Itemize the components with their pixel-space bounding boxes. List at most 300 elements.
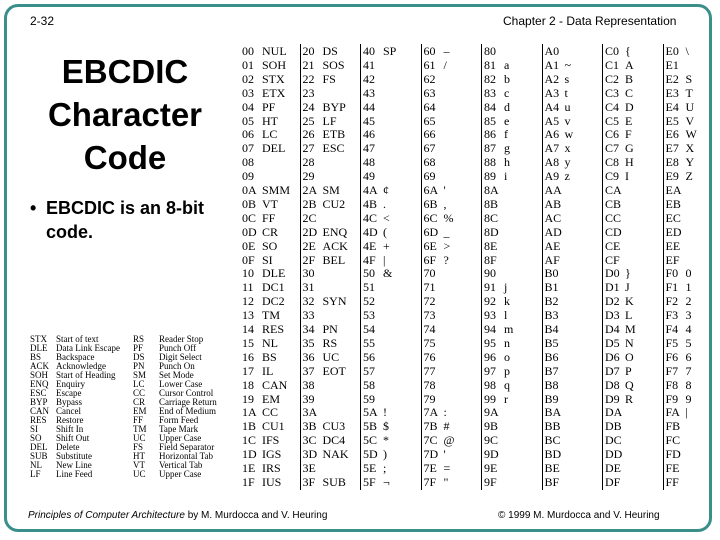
character: c: [504, 85, 510, 100]
table-row: [242, 58, 286, 72]
hex-code: C8: [605, 155, 620, 170]
table-row: [545, 86, 568, 100]
legend-abbreviation: CAN: [30, 406, 50, 416]
hex-code: 3A: [302, 405, 318, 420]
table-row: [242, 239, 277, 253]
table-row: [484, 336, 510, 350]
table-row: [242, 322, 284, 336]
character: SMM: [262, 183, 291, 197]
hex-code: 2B: [302, 196, 317, 211]
hex-code: FC: [665, 433, 681, 448]
table-row: [363, 58, 383, 72]
character: ): [383, 447, 387, 462]
table-row: [303, 336, 338, 350]
table-row: [666, 350, 692, 364]
legend-abbreviation: CR: [133, 397, 146, 407]
character: 7: [685, 363, 692, 378]
table-row: [484, 72, 510, 86]
character: ESC: [322, 141, 345, 156]
legend-meaning: Carriage Return: [159, 397, 217, 407]
legend-abbreviation: STX: [30, 334, 48, 344]
character: DS: [322, 44, 338, 58]
character: Q: [625, 377, 634, 392]
character: ;: [383, 461, 387, 475]
hex-code: E7: [665, 141, 679, 156]
hex-code: 4E: [363, 238, 377, 253]
character: BEL: [322, 252, 346, 267]
character: CU1: [262, 419, 285, 434]
character: k: [504, 294, 510, 309]
hex-code: BD: [544, 447, 562, 462]
hex-code: 88: [484, 155, 496, 170]
table-row: [424, 294, 444, 308]
legend-abbreviation: FS: [133, 442, 144, 452]
hex-code: 4D: [363, 224, 378, 239]
legend-abbreviation: LF: [30, 469, 41, 479]
table-row: [666, 72, 693, 86]
hex-code: 25: [302, 113, 315, 128]
hex-code: EB: [665, 196, 681, 211]
table-row: [666, 253, 686, 267]
character: DC4: [322, 433, 346, 448]
hex-code: 23: [302, 85, 315, 100]
hex-code: 22: [302, 71, 315, 86]
character: n: [504, 335, 510, 350]
hex-code: 56: [363, 349, 375, 364]
table-row: [666, 461, 686, 475]
table-row: [484, 392, 508, 406]
hex-code: C2: [605, 71, 620, 86]
hex-code: F5: [665, 335, 679, 350]
table-row: [545, 100, 571, 114]
character: ': [443, 447, 446, 462]
table-row: [666, 392, 692, 406]
hex-code: 8B: [484, 196, 499, 211]
hex-code: D1: [605, 280, 620, 295]
hex-code: 66: [423, 127, 436, 142]
hex-code: 16: [242, 349, 254, 364]
hex-code: 39: [302, 391, 315, 406]
character: LF: [322, 113, 337, 128]
character: BYP: [322, 99, 346, 114]
table-row: [424, 114, 444, 128]
hex-code: B4: [544, 322, 559, 336]
hex-code: 7C: [423, 433, 438, 448]
hex-code: 41: [363, 57, 375, 72]
table-row: [545, 322, 565, 336]
table-row: [666, 336, 692, 350]
table-row: [242, 141, 285, 155]
character: RS: [322, 335, 338, 350]
legend-abbreviation: EM: [133, 406, 147, 416]
hex-code: 24: [302, 99, 315, 114]
legend-abbreviation: ENQ: [30, 379, 49, 389]
hex-code: 73: [423, 308, 436, 323]
hex-code: B7: [544, 363, 559, 378]
table-row: [666, 280, 692, 294]
table-row: [424, 127, 444, 141]
table-row: [484, 322, 513, 336]
table-row: [303, 211, 323, 225]
character: 5: [685, 335, 692, 350]
hex-code: B5: [544, 335, 559, 350]
character: g: [504, 141, 510, 156]
table-row: [545, 308, 565, 322]
hex-code: 6C: [423, 210, 438, 225]
bullet-point: [30, 196, 230, 244]
hex-code: 96: [484, 349, 496, 364]
table-row: [363, 280, 383, 294]
hex-code: 91: [484, 280, 496, 295]
hex-code: AE: [544, 238, 561, 253]
table-row: [303, 239, 348, 253]
table-row: [424, 364, 444, 378]
character: CAN: [262, 377, 288, 392]
table-row: [242, 169, 262, 183]
table-row: [666, 239, 686, 253]
table-row: [363, 86, 383, 100]
character: I: [625, 169, 629, 184]
table-row: [424, 86, 444, 100]
character: RES: [262, 322, 285, 336]
table-row: [303, 114, 337, 128]
table-row: [545, 225, 565, 239]
hex-code: 95: [484, 335, 496, 350]
hex-code: 05: [242, 113, 254, 128]
hex-code: 9D: [484, 447, 499, 462]
hex-code: 78: [423, 377, 436, 392]
character: W: [685, 127, 697, 142]
hex-code: 07: [242, 141, 254, 156]
legend-entry: [133, 470, 217, 479]
character: ?: [443, 252, 449, 267]
hex-code: 53: [363, 308, 375, 323]
footer-credit: [28, 510, 327, 521]
hex-code: 49: [363, 169, 375, 184]
hex-code: 3D: [302, 447, 318, 462]
character: SYN: [322, 294, 347, 309]
table-row: [484, 44, 504, 58]
legend-meaning: Upper Case: [159, 433, 202, 443]
table-row: [605, 378, 634, 392]
character: J: [625, 280, 630, 295]
hex-code: 3C: [302, 433, 317, 448]
hex-code: C0: [605, 44, 620, 58]
hex-code: A4: [544, 99, 560, 114]
table-row: [242, 155, 262, 169]
hex-code: C6: [605, 127, 620, 142]
hex-code: 3E: [302, 461, 316, 475]
table-row: [605, 211, 625, 225]
hex-code: 1D: [242, 447, 257, 462]
character: p: [504, 363, 510, 378]
character: r: [504, 391, 508, 406]
hex-code: C9: [605, 169, 620, 184]
character: e: [504, 113, 510, 128]
slide-title: [20, 50, 230, 179]
legend-abbreviation: UC: [133, 433, 146, 443]
table-row: [666, 114, 695, 128]
table-row: [424, 378, 444, 392]
table-row: [242, 72, 285, 86]
table-row: [424, 433, 455, 447]
table-row: [484, 280, 507, 294]
hex-code: 55: [363, 335, 375, 350]
character: NL: [262, 335, 278, 350]
table-row: [363, 336, 383, 350]
table-row: [363, 350, 383, 364]
column-divider: [481, 44, 482, 490]
hex-code: DE: [605, 461, 621, 475]
character: ACK: [322, 238, 348, 253]
table-row: [303, 405, 323, 419]
hex-code: EC: [665, 210, 681, 225]
table-row: [242, 225, 278, 239]
hex-code: 01: [242, 57, 254, 72]
hex-code: FD: [665, 447, 681, 462]
character: O: [625, 349, 634, 364]
table-row: [545, 336, 565, 350]
legend-abbreviation: SUB: [30, 451, 48, 461]
character: DC2: [262, 294, 285, 309]
character: STX: [262, 71, 285, 86]
table-row: [605, 336, 634, 350]
table-row: [484, 433, 504, 447]
hex-code: 9C: [484, 433, 499, 448]
table-row: [303, 280, 323, 294]
hex-code: 02: [242, 71, 254, 86]
hex-code: 50: [363, 266, 375, 281]
legend-abbreviation: BS: [30, 352, 42, 362]
hex-code: 3F: [302, 474, 316, 489]
footer-copyright: © 1999 M. Murdocca and V. Heuring: [498, 510, 660, 521]
table-row: [605, 114, 632, 128]
hex-code: 57: [363, 363, 375, 378]
table-row: [605, 461, 625, 475]
table-row: [545, 405, 565, 419]
hex-code: F2: [665, 294, 679, 309]
hex-code: 0D: [242, 224, 257, 239]
table-row: [424, 169, 444, 183]
character: a: [504, 57, 510, 72]
table-row: [363, 475, 390, 489]
hex-code: AD: [544, 224, 562, 239]
table-row: [424, 239, 451, 253]
hex-code: 7B: [423, 419, 438, 434]
character: LC: [262, 127, 278, 142]
legend-abbreviation: PN: [133, 361, 145, 371]
table-row: [484, 155, 510, 169]
hex-code: 20: [302, 44, 315, 58]
character: PF: [262, 99, 276, 114]
hex-code: 77: [423, 363, 436, 378]
table-row: [545, 239, 565, 253]
character: P: [625, 363, 632, 378]
hex-code: 69: [423, 169, 436, 184]
hex-code: EE: [665, 238, 681, 253]
character: D: [625, 99, 634, 114]
character: ,: [443, 196, 447, 211]
hex-code: AB: [544, 196, 562, 211]
hex-code: 5E: [363, 461, 377, 475]
table-row: [545, 280, 565, 294]
hex-code: 97: [484, 363, 496, 378]
table-row: [605, 225, 625, 239]
character: HT: [262, 113, 278, 128]
hex-code: 80: [484, 44, 496, 58]
hex-code: 87: [484, 141, 496, 156]
character: <: [383, 210, 390, 225]
character: s: [564, 71, 570, 86]
table-row: [666, 141, 695, 155]
character: DEL: [262, 141, 286, 156]
table-row: [424, 392, 444, 406]
character: SOS: [322, 57, 345, 72]
character: UC: [322, 349, 340, 364]
footer-book-title: Principles of Computer Architecture: [28, 510, 185, 521]
character: %: [443, 210, 454, 225]
hex-code: DC: [605, 433, 622, 448]
character: DLE: [262, 266, 286, 281]
table-row: [303, 308, 323, 322]
hex-code: B9: [544, 391, 559, 406]
hex-code: D2: [605, 294, 620, 309]
hex-code: BA: [544, 405, 562, 420]
table-row: [605, 280, 630, 294]
table-row: [363, 44, 396, 58]
character: (: [383, 224, 387, 239]
table-row: [484, 294, 510, 308]
table-row: [484, 475, 504, 489]
table-row: [424, 405, 447, 419]
hex-code: 98: [484, 377, 496, 392]
hex-code: 94: [484, 322, 496, 336]
legend-abbreviation: BYP: [30, 397, 48, 407]
legend-meaning: Punch Off: [159, 343, 197, 353]
table-row: [424, 461, 451, 475]
hex-code: B1: [544, 280, 559, 295]
hex-code: C3: [605, 85, 620, 100]
hex-code: AC: [544, 210, 562, 225]
hex-code: 03: [242, 85, 254, 100]
hex-code: 09: [242, 169, 254, 184]
character: d: [504, 99, 510, 114]
hex-code: C7: [605, 141, 620, 156]
hex-code: 54: [363, 322, 375, 336]
table-row: [484, 239, 504, 253]
table-row: [363, 378, 383, 392]
hex-code: 4C: [363, 210, 378, 225]
table-row: [484, 308, 507, 322]
character: 8: [685, 377, 692, 392]
table-row: [424, 350, 444, 364]
hex-code: 27: [302, 141, 315, 156]
hex-code: E1: [665, 57, 679, 72]
hex-code: A8: [544, 155, 560, 170]
character: EOT: [322, 363, 346, 378]
hex-code: 10: [242, 266, 254, 281]
character: IL: [262, 363, 274, 378]
legend-entry: [30, 470, 120, 479]
legend-meaning: End of Medium: [159, 406, 216, 416]
hex-code: 0B: [242, 196, 257, 211]
character: C: [625, 85, 634, 100]
table-row: [666, 475, 686, 489]
character: FF: [262, 210, 276, 225]
character: h: [504, 155, 510, 170]
hex-code: FF: [665, 474, 679, 489]
hex-code: A2: [544, 71, 560, 86]
character: $: [383, 419, 389, 434]
table-row: [242, 86, 285, 100]
table-row: [363, 127, 383, 141]
table-row: [424, 197, 447, 211]
hex-code: E4: [665, 99, 679, 114]
hex-code: 58: [363, 377, 375, 392]
hex-code: 51: [363, 280, 375, 295]
legend-abbreviation: PF: [133, 343, 144, 353]
hex-code: F3: [665, 308, 679, 323]
legend-abbreviation: DEL: [30, 442, 48, 452]
table-row: [303, 447, 349, 461]
table-row: [605, 197, 625, 211]
hex-code: B0: [544, 266, 559, 281]
table-row: [545, 266, 565, 280]
hex-code: 72: [423, 294, 436, 309]
hex-code: 46: [363, 127, 375, 142]
legend-meaning: New Line: [56, 460, 92, 470]
hex-code: E0: [665, 44, 679, 58]
table-row: [363, 419, 389, 433]
legend-meaning: Delete: [56, 442, 80, 452]
hex-code: 76: [423, 349, 436, 364]
character: SO: [262, 238, 278, 253]
table-row: [666, 378, 692, 392]
table-row: [545, 169, 570, 183]
table-row: [484, 461, 504, 475]
table-row: [666, 294, 692, 308]
hex-code: 5A: [363, 405, 378, 420]
character: CR: [262, 224, 279, 239]
character: NAK: [322, 447, 349, 462]
table-row: [303, 378, 323, 392]
table-row: [363, 308, 383, 322]
hex-code: 89: [484, 169, 496, 184]
legend-meaning: Substitute: [56, 451, 93, 461]
hex-code: 17: [242, 363, 254, 378]
table-row: [363, 155, 383, 169]
table-row: [303, 197, 346, 211]
table-column: [363, 44, 423, 490]
hex-code: B8: [544, 377, 559, 392]
hex-code: 3B: [302, 419, 317, 434]
table-row: [605, 86, 633, 100]
legend-meaning: Backspace: [56, 352, 95, 362]
hex-code: 1C: [242, 433, 257, 448]
character: DC1: [262, 280, 285, 295]
table-row: [666, 197, 686, 211]
legend-meaning: Upper Case: [159, 469, 202, 479]
hex-code: 18: [242, 377, 254, 392]
table-row: [666, 58, 686, 72]
character: U: [685, 99, 695, 114]
hex-code: BB: [544, 419, 561, 434]
table-row: [484, 58, 509, 72]
hex-code: BC: [544, 433, 561, 448]
hex-code: 28: [302, 155, 315, 170]
legend-abbreviation: NL: [30, 460, 42, 470]
character: i: [504, 169, 508, 184]
